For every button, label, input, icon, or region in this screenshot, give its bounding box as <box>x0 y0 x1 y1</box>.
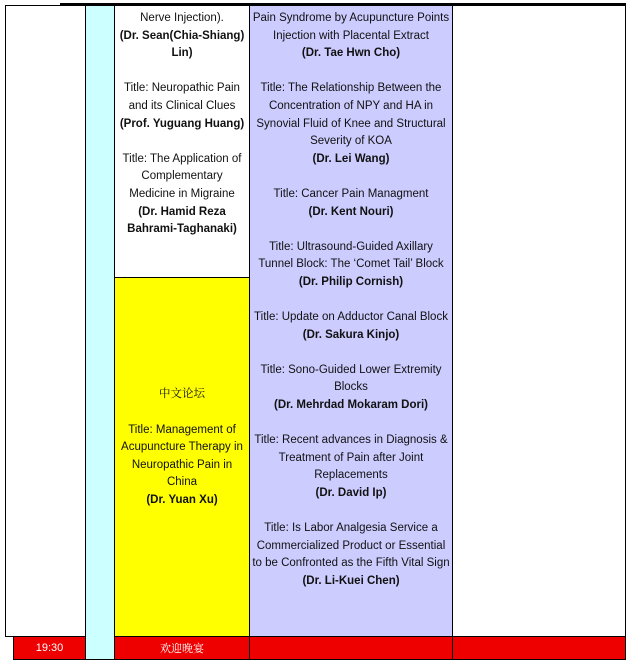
talk-item <box>252 309 450 344</box>
lavender-session-cell <box>249 5 453 637</box>
time-cell-1930: 19:30 <box>13 636 86 660</box>
talk-title: Title: Sono-Guided Lower Extremity Blocks <box>260 363 442 394</box>
talk-item <box>252 80 450 168</box>
speaker-cell-top <box>114 5 250 278</box>
talk-speaker: (Dr. Tae Hwn Cho) <box>301 47 401 60</box>
talk-title: Title: Is Labor Analgesia Service a Commercialized Product or Essential to be Confronted as the Fifth Vital Sign <box>252 522 450 570</box>
talk-speaker: (Dr. Yuan Xu) <box>146 493 218 506</box>
talk-item <box>252 362 450 415</box>
red-row-cell <box>452 636 626 660</box>
talk-item <box>252 186 450 221</box>
talk-item <box>252 239 450 292</box>
talk-title: Title: The Application of Complementary Medicine in Migraine <box>122 152 242 200</box>
welcome-banquet-cell: 欢迎晚宴 <box>114 636 250 660</box>
talk-speaker: (Dr. Li-Kuei Chen) <box>302 575 400 587</box>
talk-title: Title: The Relationship Between the Concentration of NPY and HA in Synovial Fluid of Knee and Structural Severity of KOA <box>256 82 446 148</box>
talk-title: Pain Syndrome by Acupuncture Points Injection with Placental Extract <box>252 12 450 42</box>
talk-item <box>118 80 246 133</box>
talk-title: Title: Recent advances in Diagnosis & Treatment of Pain after Joint Replacements <box>254 434 448 482</box>
talk-speaker: (Dr. Mehrdad Mokaram Dori) <box>274 399 428 412</box>
red-row-cell <box>249 636 453 660</box>
chinese-forum-cell <box>114 277 250 637</box>
session-talk-list <box>115 6 249 239</box>
talk-item <box>252 10 450 63</box>
talk-speaker: (Dr. Philip Cornish) <box>298 275 404 288</box>
talk-title: Title: Cancer Pain Managment <box>273 187 429 200</box>
chinese-forum-label: 中文论坛 <box>159 388 205 401</box>
session-talk-list <box>250 6 452 591</box>
talk-speaker: (Dr. Lei Wang) <box>312 152 390 165</box>
talk-title: Title: Neuropathic Pain and its Clinical Clues <box>124 82 240 112</box>
talk-speaker: (Prof. Yuguang Huang) <box>119 117 245 130</box>
talk-title: Title: Ultrasound-Guided Axillary Tunnel Block: The ‘Comet Tail’ Block <box>258 240 444 271</box>
talk-speaker: (Dr. Hamid Reza Bahrami-Taghanaki) <box>127 205 237 236</box>
talk-item <box>252 432 450 502</box>
empty-session-cell <box>452 5 626 637</box>
talk-item <box>118 151 246 239</box>
talk-speaker: (Dr. Sakura Kinjo) <box>302 328 400 341</box>
talk-item <box>118 10 246 63</box>
talk-item <box>252 520 450 590</box>
time-column-cell <box>5 5 86 637</box>
talk-speaker: (Dr. David Ip) <box>315 487 387 500</box>
cyan-column <box>85 5 115 660</box>
talk-item <box>119 422 245 510</box>
talk-title: Nerve Injection). <box>140 12 224 24</box>
talk-title: Title: Update on Adductor Canal Block <box>254 311 448 324</box>
talk-title: Title: Management of Acupuncture Therapy in Neuropathic Pain in China <box>121 423 243 489</box>
talk-speaker: (Dr. Kent Nouri) <box>308 205 394 218</box>
talk-speaker: (Dr. Sean(Chia-Shiang) Lin) <box>119 29 245 60</box>
chinese-forum-content <box>115 386 249 509</box>
